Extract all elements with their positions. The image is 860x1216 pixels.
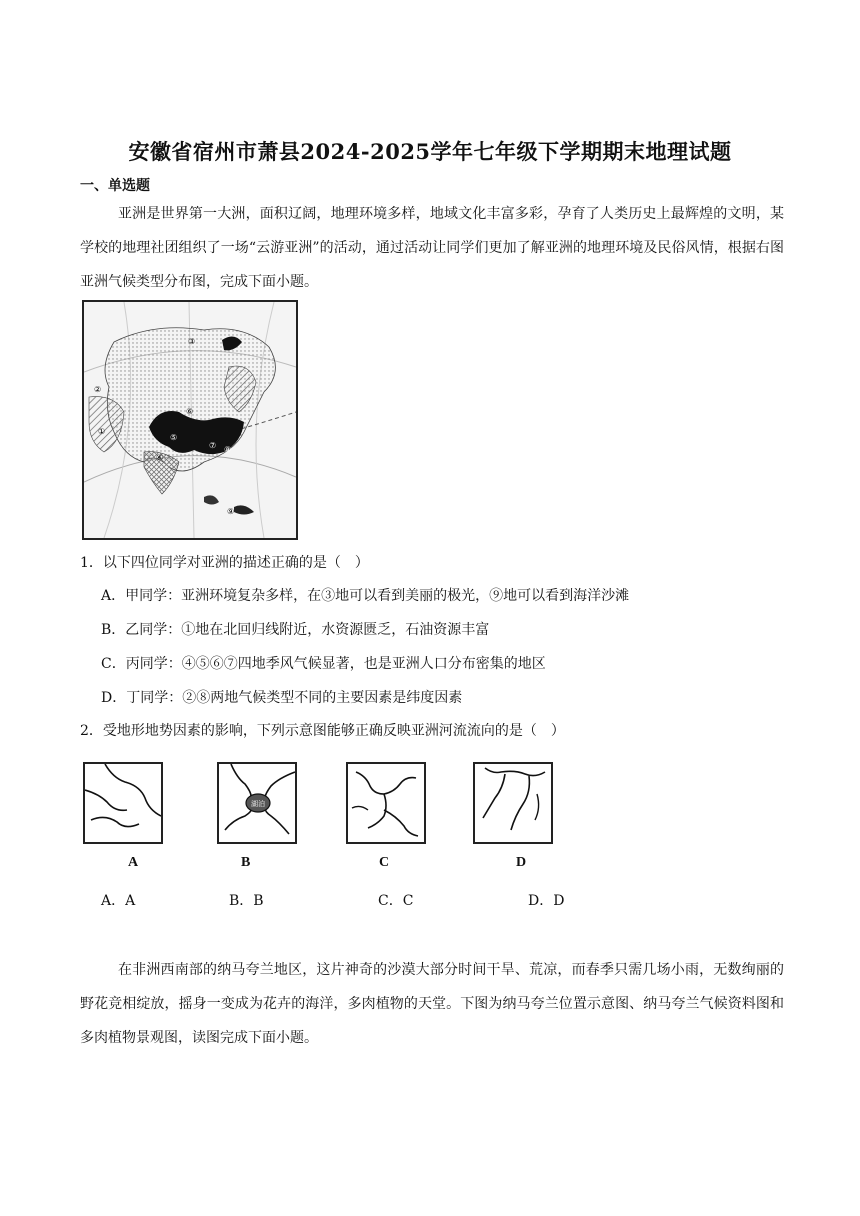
- question-1-option-a[interactable]: A．甲同学：亚洲环境复杂多样，在③地可以看到美丽的极光，⑨地可以看到海洋沙滩: [101, 588, 630, 604]
- section-heading: 一、单选题: [80, 178, 150, 194]
- map-label-4: ④: [156, 453, 164, 462]
- map-label-3: ③: [188, 337, 196, 346]
- map-label-8: ⑧: [224, 445, 232, 454]
- question-1-option-c[interactable]: C．丙同学：④⑤⑥⑦四地季风气候显著，也是亚洲人口分布密集的地区: [101, 656, 546, 672]
- question-1-stem: 1．以下四位同学对亚洲的描述正确的是（ ）: [80, 555, 369, 571]
- river-diagram-c: [346, 762, 426, 844]
- map-label-2: ②: [94, 385, 102, 394]
- map-label-7: ⑦: [209, 441, 217, 450]
- question-2-option-c[interactable]: C．C: [378, 893, 414, 909]
- figure-label-b: B: [241, 855, 251, 870]
- question-2-stem: 2．受地形地势因素的影响，下列示意图能够正确反映亚洲河流流向的是（ ）: [80, 723, 565, 739]
- figure-label-c: C: [379, 855, 390, 870]
- question-2-option-a[interactable]: A．A: [101, 893, 136, 909]
- river-diagram-d: [473, 762, 553, 844]
- intro-paragraph-namaqualand: 在非洲西南部的纳马夸兰地区，这片神奇的沙漠大部分时间干旱、荒凉，而春季只需几场小雨，无数绚丽的野花竞相绽放，摇身一变成为花卉的海洋，多肉植物的天堂。下图为纳马夸兰位置示意图、纳马夸兰气候资料图和多肉植物景观图，读图完成下面小题。: [80, 962, 784, 1046]
- map-label-5: ⑤: [170, 433, 178, 442]
- river-diagram-b: [217, 762, 297, 844]
- river-diagram-a: [83, 762, 163, 844]
- map-label-9: ⑨: [227, 507, 235, 516]
- page-title: 安徽省宿州市萧县2024-2025学年七年级下学期期末地理试题: [128, 139, 732, 164]
- question-1-option-b[interactable]: B．乙同学：①地在北回归线附近，水资源匮乏，石油资源丰富: [101, 622, 490, 638]
- question-1-option-d[interactable]: D．丁同学：②⑧两地气候类型不同的主要因素是纬度因素: [101, 690, 463, 706]
- map-label-6: ⑥: [186, 407, 194, 416]
- intro-paragraph-asia: 亚洲是世界第一大洲，面积辽阔，地理环境多样，地域文化丰富多彩，孕育了人类历史上最辉煌的文明，某学校的地理社团组织了一场“云游亚洲”的活动，通过活动让同学们更加了解亚洲的地理环境及民俗风情，根据右图亚洲气候类型分布图，完成下面小题。: [80, 206, 784, 290]
- figure-label-a: A: [128, 855, 139, 870]
- map-label-1: ①: [98, 427, 106, 436]
- lake-label: 湖泊: [251, 800, 265, 808]
- figure-label-d: D: [516, 855, 527, 870]
- question-2-option-d[interactable]: D．D: [528, 893, 565, 909]
- asia-climate-map: [82, 300, 298, 540]
- question-2-option-b[interactable]: B．B: [229, 893, 264, 909]
